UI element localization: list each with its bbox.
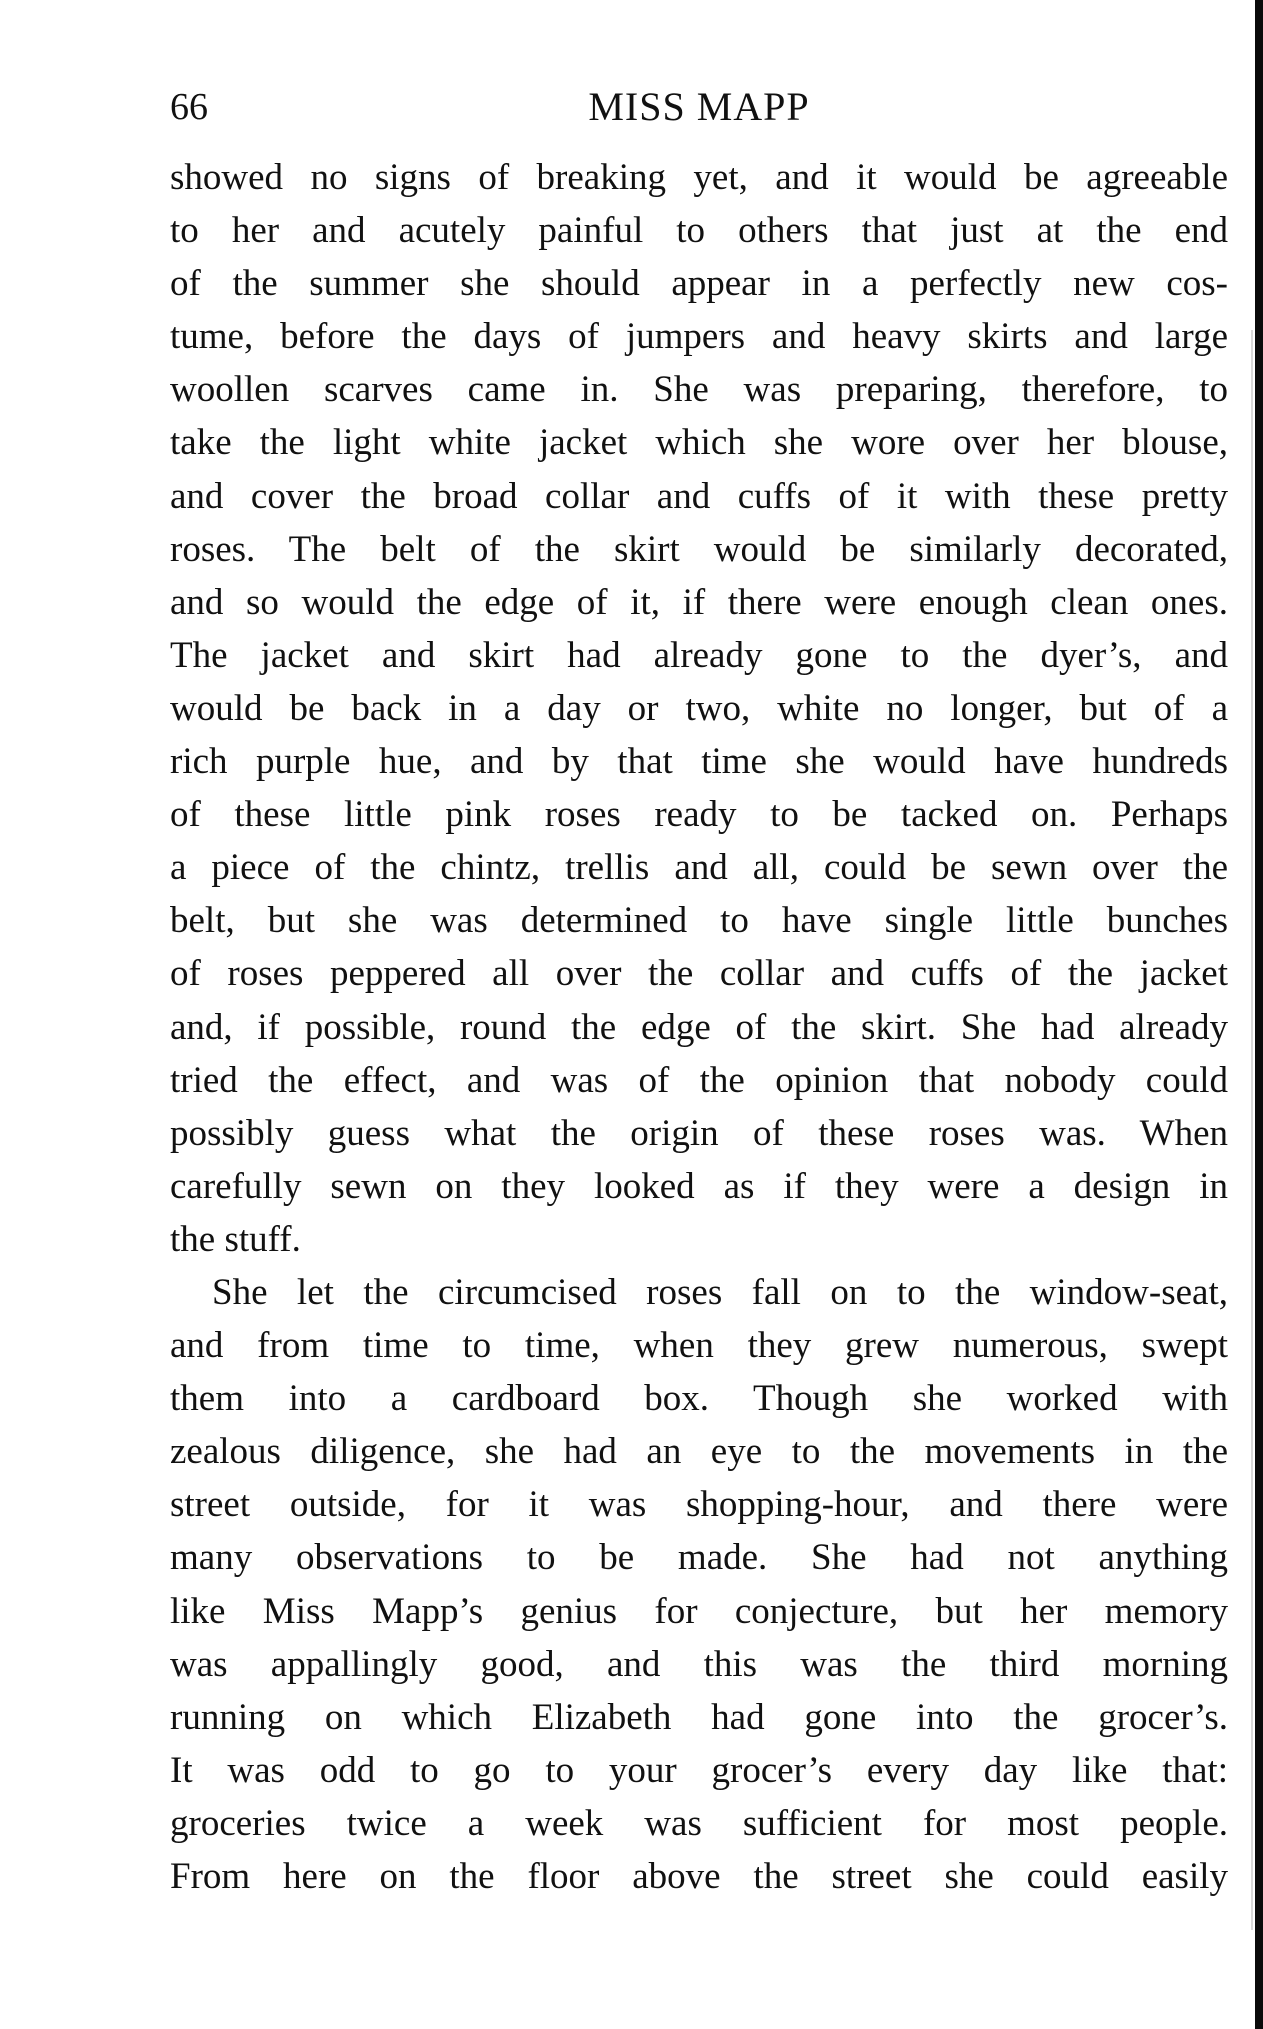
text-line: the stuff. — [170, 1218, 301, 1260]
text-line: showed no signs of breaking yet, and it would be agreeable — [170, 157, 1228, 198]
text-line: tume, before the days of jumpers and heavy skirts and large — [170, 316, 1228, 358]
text-line: groceries twice a week was sufficient for most people. — [170, 1802, 1228, 1844]
text-line: roses. The belt of the skirt would be similarly decorated, — [170, 528, 1228, 570]
text-line: of these little pink roses ready to be tacked on. Perhaps — [170, 794, 1228, 836]
text-line: to her and acutely painful to others that just at the end — [170, 210, 1228, 252]
paragraph-1 — [170, 151, 1228, 1266]
text-line: woollen scarves came in. She was preparing, therefore, to — [170, 369, 1228, 411]
text-line: would be back in a day or two, white no longer, but of a — [170, 687, 1228, 729]
text-line: many observations to be made. She had not anything — [170, 1537, 1228, 1579]
text-line: rich purple hue, and by that time she would have hundreds — [170, 741, 1228, 783]
text-line: and so would the edge of it, if there were enough clean ones. — [170, 581, 1228, 623]
text-line: tried the effect, and was of the opinion that nobody could — [170, 1059, 1228, 1101]
text-line: running on which Elizabeth had gone into the grocer’s. — [170, 1696, 1228, 1738]
text-line: of roses peppered all over the collar and cuffs of the jacket — [170, 953, 1228, 995]
text-line: a piece of the chintz, trellis and all, could be sewn over the — [170, 847, 1228, 889]
text-line: zealous diligence, she had an eye to the movements in the — [170, 1431, 1228, 1473]
text-line: The jacket and skirt had already gone to the dyer’s, and — [170, 634, 1228, 676]
text-line: was appallingly good, and this was the third morning — [170, 1643, 1228, 1685]
text-line: and, if possible, round the edge of the skirt. She had already — [170, 1006, 1228, 1048]
text-line: possibly guess what the origin of these roses was. When — [170, 1112, 1228, 1154]
text-line: and from time to time, when they grew numerous, swept — [170, 1325, 1228, 1367]
page-number: 66 — [170, 86, 208, 128]
page-edge-line — [1251, 330, 1253, 1930]
body-text — [170, 151, 1228, 1903]
text-line: From here on the floor above the street she could easily — [170, 1856, 1228, 1897]
text-line: and cover the broad collar and cuffs of it with these pretty — [170, 475, 1228, 517]
text-line: like Miss Mapp’s genius for conjecture, but her memory — [170, 1590, 1228, 1632]
text-line: It was odd to go to your grocer’s every day like that: — [170, 1749, 1228, 1791]
text-line: carefully sewn on they looked as if they were a design in — [170, 1165, 1228, 1207]
text-line: of the summer she should appear in a perfectly new cos- — [170, 263, 1228, 305]
text-line: them into a cardboard box. Though she worked with — [170, 1378, 1228, 1420]
running-title: MISS MAPP — [588, 84, 810, 129]
page-edge-shadow — [1255, 0, 1263, 2029]
text-line: She let the circumcised roses fall on to the window-seat, — [212, 1271, 1228, 1313]
text-line: belt, but she was determined to have single little bunches — [170, 900, 1228, 942]
text-line: street outside, for it was shopping-hour, and there were — [170, 1484, 1228, 1526]
paragraph-2 — [170, 1266, 1228, 1903]
text-line: take the light white jacket which she wore over her blouse, — [170, 422, 1228, 464]
page-header — [170, 82, 1228, 132]
